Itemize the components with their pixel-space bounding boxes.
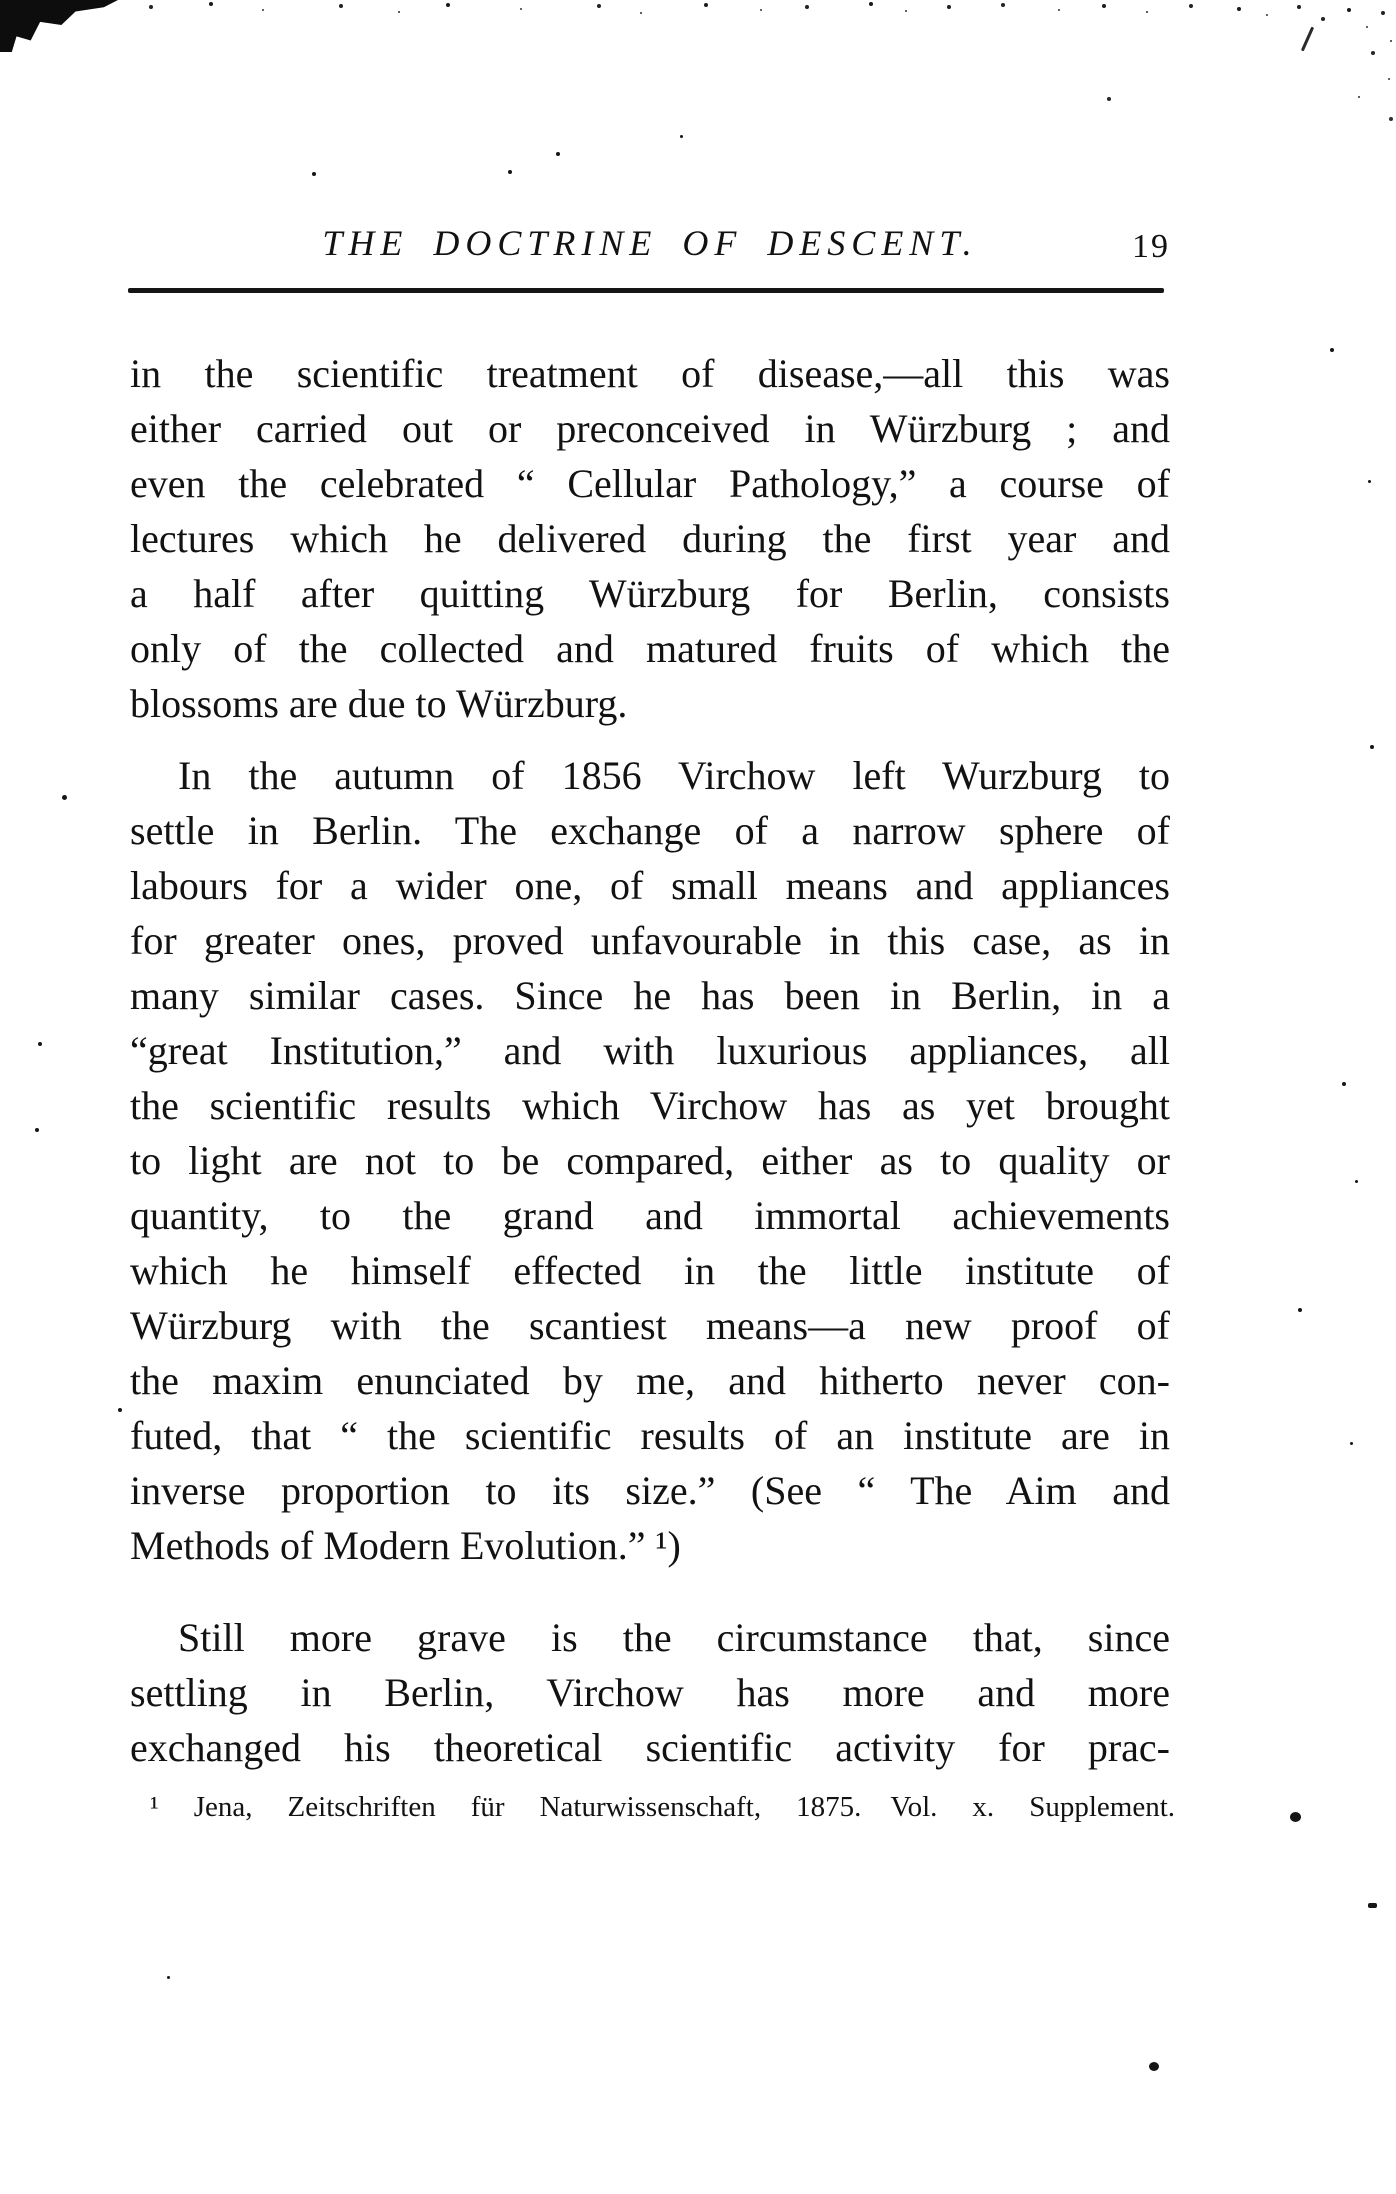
scan-dot [1350,1442,1353,1445]
footnote: ¹ Jena, Zeitschriften für Naturwissenschaft, 1875. Vol. x. Supplement. [150,1791,1175,1823]
ink-blot [0,0,118,52]
scan-dot [312,172,316,176]
text-line: which he himself effected in the little institute of [130,1248,1170,1293]
text-line: even the celebrated “ Cellular Pathology,” a course of [130,461,1170,506]
text-line: blossoms are due to Würzburg. [130,681,628,726]
text-line: lectures which he delivered during the first year and [130,516,1170,561]
text-line: quantity, to the grand and immortal achievements [130,1193,1170,1238]
scan-dot [167,1976,170,1979]
text-line: either carried out or preconceived in Würzburg ; and [130,406,1170,451]
text-line: futed, that “ the scientific results of an institute are in [130,1413,1170,1458]
text-line: inverse proportion to its size.” (See “ The Aim and [130,1468,1170,1513]
page-header [130,222,1170,274]
text-line: settle in Berlin. The exchange of a narrow sphere of [130,808,1170,853]
page-body [130,346,1170,1775]
scan-dot [1298,1308,1302,1312]
scan-dot [680,135,683,138]
scan-dot [118,1408,122,1412]
paragraph [130,748,1170,1573]
text-line: to light are not to be compared, either as to quality or [130,1138,1170,1183]
scan-dot [1330,348,1334,352]
scan-dot [1368,1903,1377,1908]
text-line: the scientific results which Virchow has as yet brought [130,1083,1170,1128]
text-line: settling in Berlin, Virchow has more and more [130,1670,1170,1715]
paragraph [130,346,1170,731]
text-line: many similar cases. Since he has been in Berlin, in a [130,973,1170,1018]
text-line: Methods of Modern Evolution.” ¹) [130,1523,681,1568]
scan-dot [35,1128,39,1132]
text-line: “great Institution,” and with luxurious appliances, all [130,1028,1170,1073]
text-line: Würzburg with the scantiest means—a new proof of [130,1303,1170,1348]
scan-dot [1368,480,1371,483]
scan-dot [1355,1180,1358,1183]
scan-noise [0,0,2,2]
scan-scratch [1301,27,1314,52]
scan-dot [1342,1082,1346,1086]
text-line: in the scientific treatment of disease,—all this was [130,351,1170,396]
text-line: labours for a wider one, of small means and appliances [130,863,1170,908]
header-rule [128,288,1164,293]
text-line: exchanged his theoretical scientific activity for prac- [130,1725,1170,1770]
scan-dot [556,152,560,156]
scan-dot [1290,1812,1301,1822]
text-line: Still more grave is the circumstance that, since [178,1615,1170,1660]
scan-dot [508,170,512,174]
text-line: In the autumn of 1856 Virchow left Wurzburg to [178,753,1170,798]
scan-dot [1370,745,1374,749]
scan-dot [38,1042,42,1046]
text-line: the maxim enunciated by me, and hitherto never con- [130,1358,1170,1403]
text-line: only of the collected and matured fruits of which the [130,626,1170,671]
page-number: 19 [1132,228,1170,265]
running-title: THE DOCTRINE OF DESCENT. [322,223,978,263]
text-line: for greater ones, proved unfavourable in this case, as in [130,918,1170,963]
scan-dot [1149,2062,1159,2071]
paragraph [130,1610,1170,1775]
scan-dot [62,795,67,800]
text-line: a half after quitting Würzburg for Berlin, consists [130,571,1170,616]
